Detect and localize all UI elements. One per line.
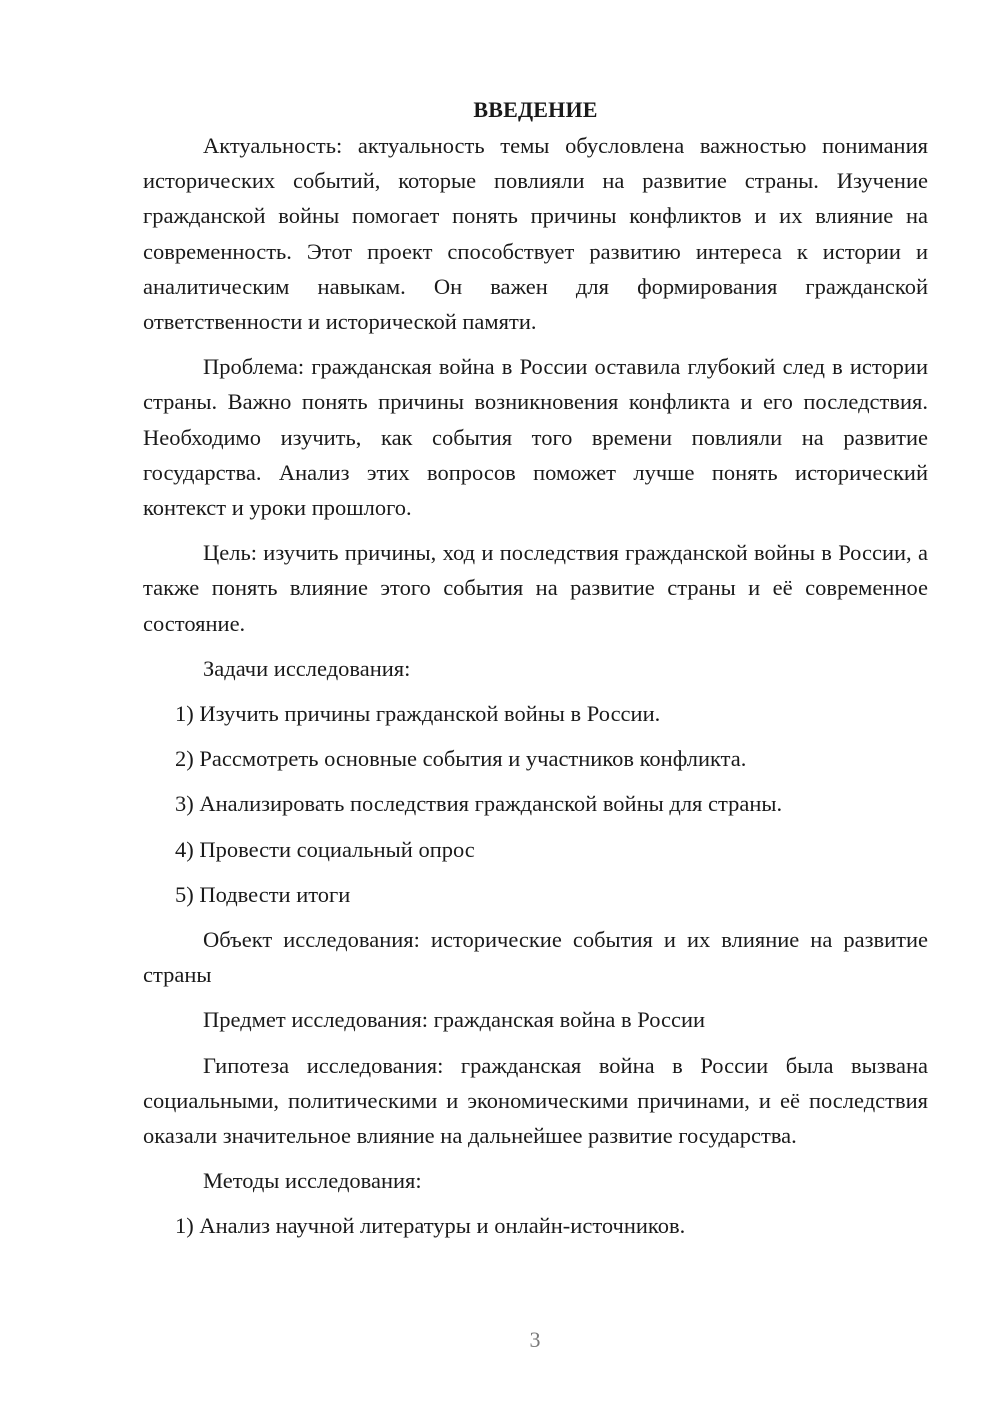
method-item-1: 1) Анализ научной литературы и онлайн-источников. <box>175 1213 686 1239</box>
task-item-4: 4) Провести социальный опрос <box>175 836 475 862</box>
task-item-1: 1) Изучить причины гражданской войны в России. <box>175 701 661 727</box>
problem-paragraph: Проблема: гражданская война в России оставила глубокий след в истории страны. Важно понять причины возникновения конфликта и его последствия. Необходимо изучить, как события того времени повлияли на развитие государства. Анализ этих вопросов поможет лучше понять исторический контекст и уроки прошлого. <box>143 354 928 521</box>
hypothesis-paragraph: Гипотеза исследования: гражданская война в России была вызвана социальными, политическими и экономическими причинами, и её последствия оказали значительное влияние на дальнейшее развитие государства. <box>143 1052 928 1149</box>
page-number: 3 <box>529 1327 541 1352</box>
task-item-3: 3) Анализировать последствия гражданской войны для страны. <box>175 791 783 817</box>
section-heading: ВВЕДЕНИЕ <box>473 97 598 122</box>
object-paragraph: Объект исследования: исторические события и их влияние на развитие страны <box>143 927 928 988</box>
tasks-title: Задачи исследования: <box>203 655 411 681</box>
goal-paragraph: Цель: изучить причины, ход и последствия гражданской войны в России, а также понять влияние этого события на развитие страны и её современное состояние. <box>143 540 928 636</box>
document-page <box>143 92 928 1244</box>
methods-title: Методы исследования: <box>203 1168 422 1194</box>
task-item-2: 2) Рассмотреть основные события и участников конфликта. <box>175 746 747 772</box>
relevance-paragraph: Актуальность: актуальность темы обусловлена важностью понимания исторических событий, которые повлияли на развитие страны. Изучение гражданской войны помогает понять причины конфликтов и их влияние на современность. Этот проект способствует развитию интереса к истории и аналитическим навыкам. Он важен для формирования гражданской ответственности и исторической памяти. <box>143 133 928 335</box>
subject-paragraph: Предмет исследования: гражданская война в России <box>203 1007 706 1033</box>
task-item-5: 5) Подвести итоги <box>175 881 351 907</box>
